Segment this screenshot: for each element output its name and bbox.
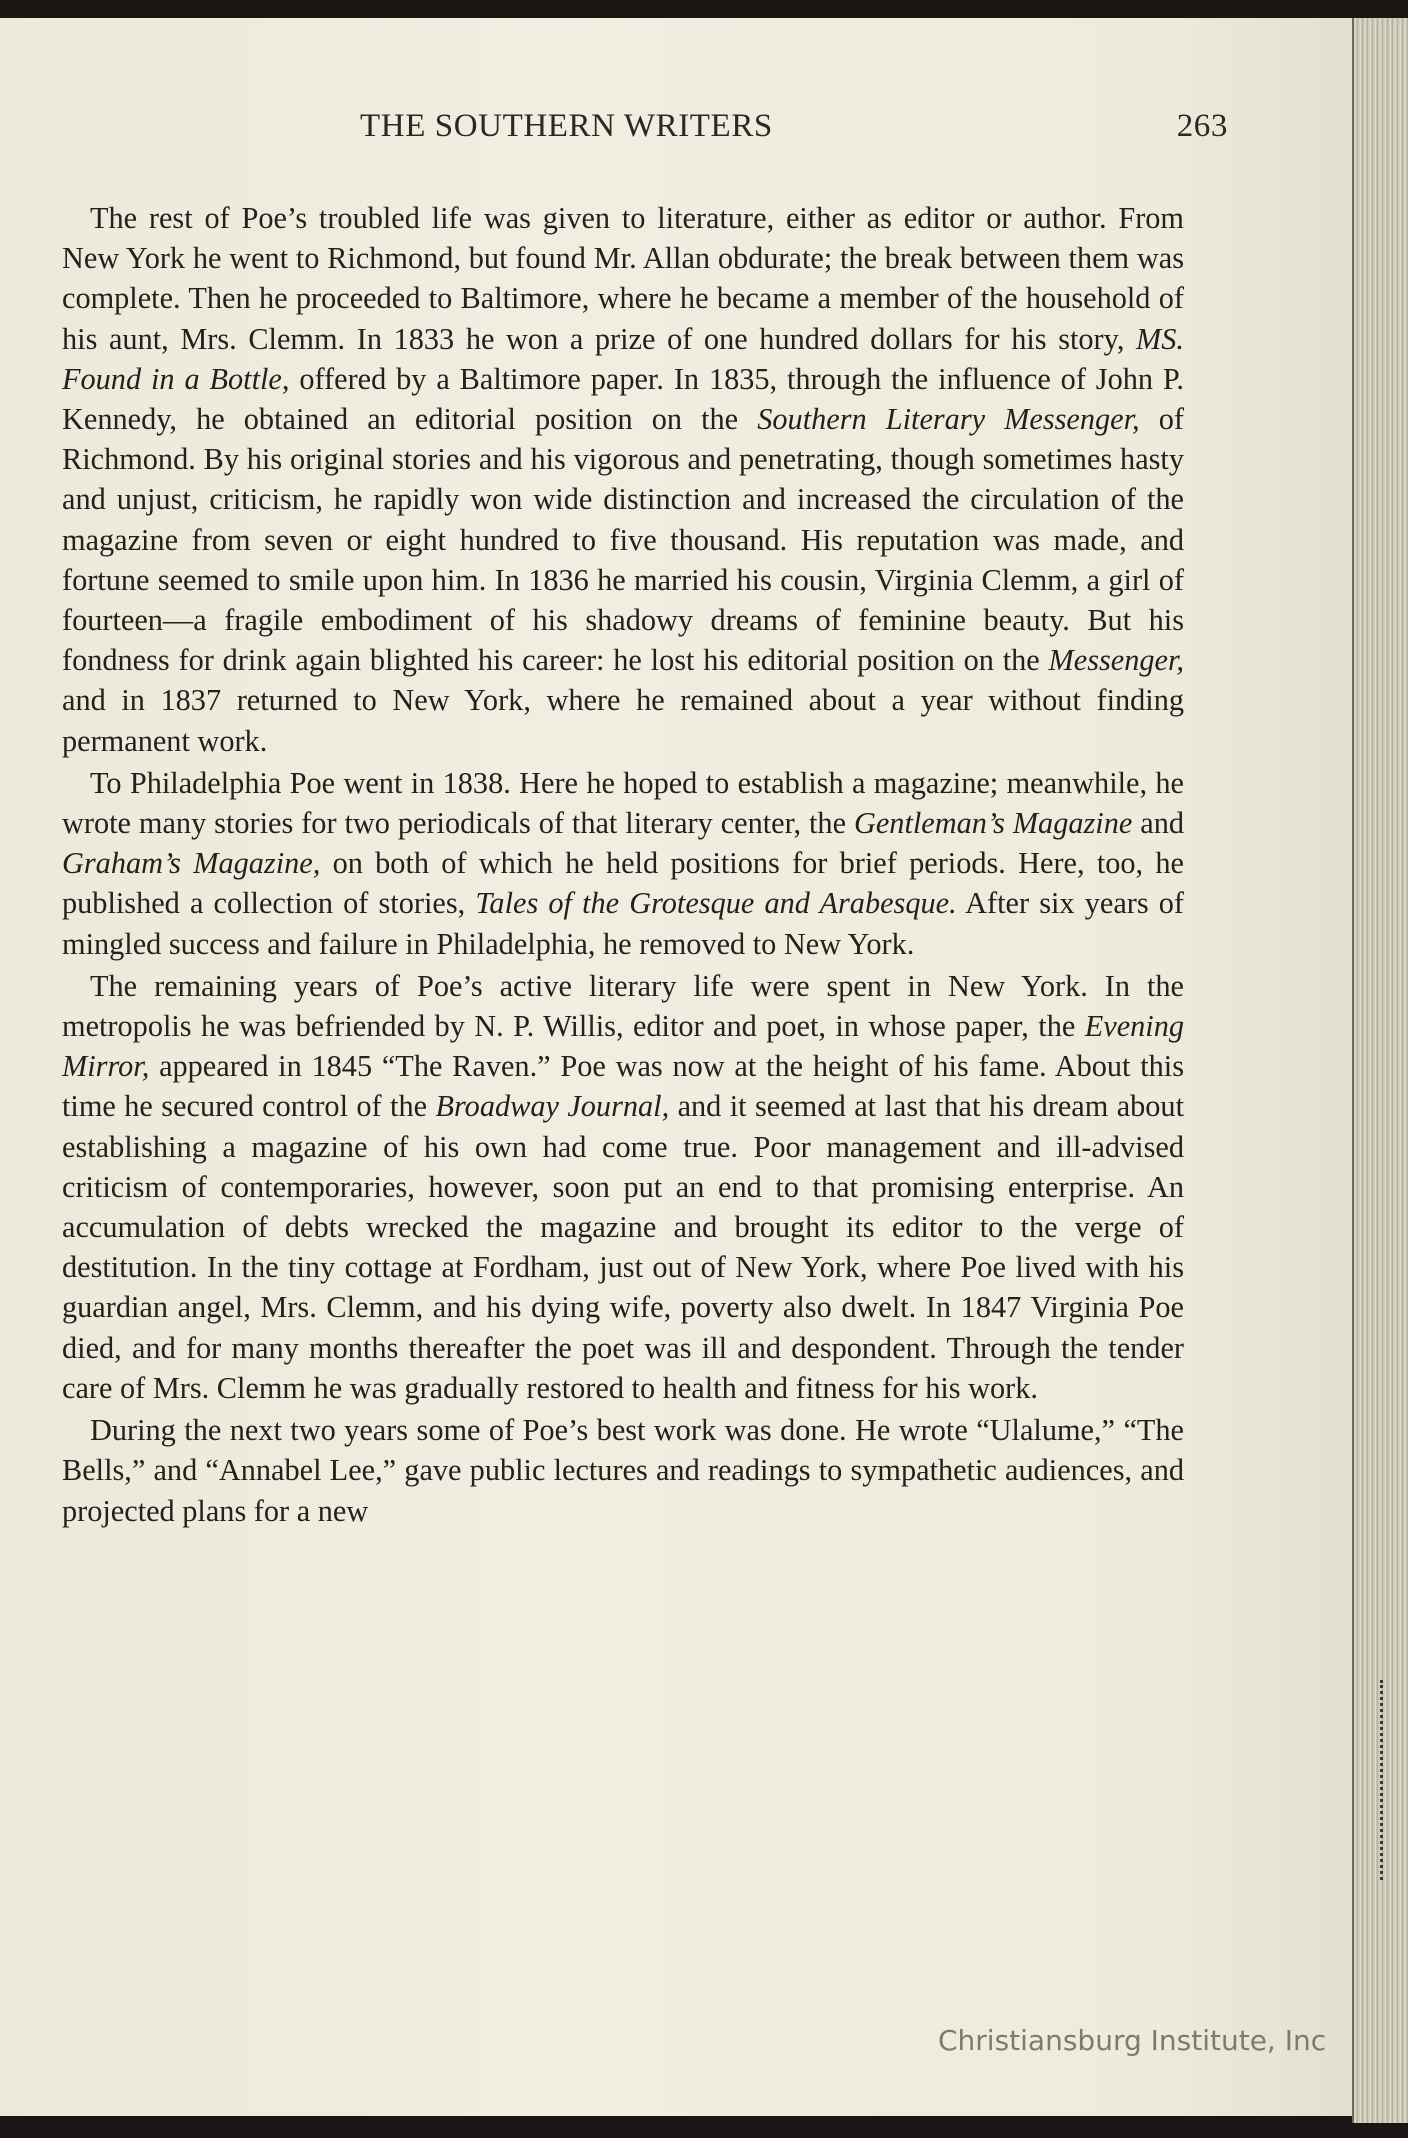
paragraph-2: [62, 763, 1184, 964]
paragraph-1-text-2: offered by a Baltimore paper. In 1835, through the influence of John P. Kennedy, he obtained an editorial position on the: [62, 361, 1185, 437]
paragraph-4-text-1: During the next two years some of Poe’s best work was done. He wrote “Ulalume,” “The Bells,” and “Annabel Lee,” gave public lectures and readings to sympathetic audiences, and projected plans for a new: [62, 1413, 1184, 1528]
title-messenger: Messenger,: [1048, 643, 1184, 678]
paragraph-1-text-3: of Richmond. By his original stories and his vigorous and penetrating, though sometimes hasty and unjust, criticism, he rapidly won wide distinction and increased the circulation of the magazine from seven or eight hundred to five thousand. His reputation was made, and fortune seemed to smile upon him. In 1836 he married his cousin, Virginia Clemm, a girl of fourteen—a fragile embodiment of his shadowy dreams of feminine beauty. But his fondness for drink again blighted his career: he lost his editorial position on the: [62, 402, 1184, 678]
page-edge-marks: [1380, 1680, 1393, 1880]
paragraph-3-text-1: The remaining years of Poe’s active literary life were spent in New York. In the metropolis he was befriended by N. P. Willis, editor and poet, in whose paper, the: [62, 968, 1184, 1044]
paragraph-4: [62, 1410, 1184, 1531]
paragraph-2-text-1: To Philadelphia Poe went in 1838. Here he hoped to establish a magazine; meanwhile, he wrote many stories for two periodicals of that literary center, the: [62, 765, 1184, 841]
paragraph-3-text-3: and it seemed at last that his dream about establishing a magazine of his own had come true. Poor management and ill-advised criticism of contemporaries, however, soon put an end to that promising enterprise. An accumulation of debts wrecked the magazine and brought its editor to the verge of destitution. In the tiny cottage at Fordham, just out of New York, where Poe lived with his guardian angel, Mrs. Clemm, and his dying wife, poverty also dwelt. In 1847 Virginia Poe died, and for many months thereafter the poet was ill and despondent. Through the tender care of Mrs. Clemm he was gradually restored to health and fitness for his work.: [62, 1089, 1185, 1405]
title-grahams-magazine: Graham’s Magazine,: [62, 846, 321, 881]
paragraph-2-text-2: and: [1140, 806, 1185, 841]
paragraph-3: [62, 966, 1184, 1408]
title-broadway-journal: Broadway Journal,: [435, 1089, 670, 1124]
title-ms-found-in-a-bottle: MS. Found in a Bottle,: [62, 321, 1184, 396]
title-gentlemans-magazine: Gentleman’s Magazine: [853, 806, 1133, 841]
watermark: Christiansburg Institute, Inc: [938, 2024, 1327, 2057]
paragraph-2-text-3: on both of which he held positions for brief periods. Here, too, he published a collection of stories,: [62, 846, 1184, 921]
paragraph-1-text-1: The rest of Poe’s troubled life was given to literature, either as editor or author. From New York he went to Richmond, but found Mr. Allan obdurate; the break between them was complete. Then he proceeded to Baltimore, where he became a member of the household of his aunt, Mrs. Clemm. In 1833 he won a prize of one hundred dollars for his story,: [62, 201, 1184, 356]
title-evening-mirror: Evening Mirror,: [62, 1009, 1185, 1084]
title-tales-of-the-grotesque: Tales of the Grotesque and Arabesque.: [475, 886, 957, 921]
running-head-title: THE SOUTHERN WRITERS: [360, 108, 773, 144]
paragraph-2-text-4: After six years of mingled success and failure in Philadelphia, he removed to New York.: [62, 886, 1185, 961]
paragraph-3-text-2: appeared in 1845 “The Raven.” Poe was now at the height of his fame. About this time he secured control of the: [62, 1049, 1184, 1124]
running-head: [60, 108, 1228, 158]
body-text: [62, 198, 1184, 1531]
title-southern-literary-messenger: Southern Literary Messenger,: [757, 402, 1140, 437]
page-number: 263: [1176, 108, 1228, 144]
paragraph-1: [62, 198, 1184, 761]
paragraph-1-text-4: and in 1837 returned to New York, where he remained about a year without finding permanent work.: [62, 683, 1184, 758]
